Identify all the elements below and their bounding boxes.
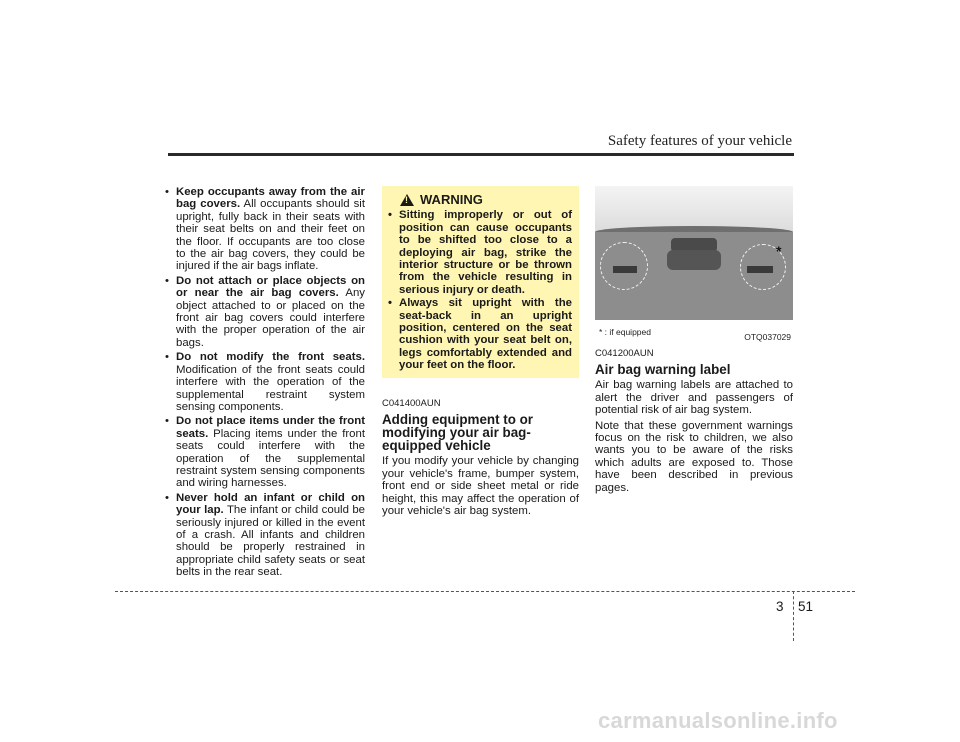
warning-item: • Sitting improperly or out of position can cause occupants to be shifted too close to a deploying air bag, strike the interior structure or be thrown from the vehicle resulting in serious injury or death. xyxy=(388,209,572,296)
warning-box xyxy=(382,186,579,378)
page-number: 51 xyxy=(798,599,814,614)
bullet-lead: Never hold an infant or child on your lap. xyxy=(176,491,365,517)
airbag-label-photo xyxy=(595,186,793,342)
if-equipped-asterisk: * xyxy=(776,243,782,259)
chapter-number: 3 xyxy=(776,599,784,614)
bullet-text: Modification of the front seats could interfere with the operation of the supplemental restraint system sensing components. xyxy=(176,363,365,413)
bullet-item xyxy=(165,186,365,273)
watermark: carmanualsonline.info xyxy=(598,708,838,733)
bullet-item xyxy=(165,492,365,579)
left-column xyxy=(165,186,365,581)
rearview-mirror xyxy=(667,250,721,270)
section-paragraph: Note that these government warnings focus on the risk to children, we also wants you to be aware of the risks which adults are exposed to. Those have been described in previous pages. xyxy=(595,419,793,494)
bullet-item xyxy=(165,415,365,489)
section-body: If you modify your vehicle by changing your vehicle's frame, bumper system, front end or side sheet metal or ride height, this may affect the operation of your vehicle's air bag system. xyxy=(382,455,579,518)
section-title: Adding equipment to or modifying your air bag-equipped vehicle xyxy=(382,412,533,454)
bullet-text: Any object attached to or placed on the front air bag covers could interfere with the proper operation of the air bags. xyxy=(176,287,365,349)
section-code: C041200AUN xyxy=(595,348,654,359)
bullet-item xyxy=(165,275,365,349)
photo-id: OTQ037029 xyxy=(744,332,791,342)
section-code: C041400AUN xyxy=(382,398,441,409)
bullet-lead: Do not place items under the front seats. xyxy=(176,415,365,440)
bullet-text: All occupants should sit upright, fully back in their seats with their seat belts on and their feet on the floor. If occupants are too close to the air bag covers, they could be injured if the air bags inflate. xyxy=(176,198,365,273)
warning-list xyxy=(388,209,572,371)
footer-divider xyxy=(793,591,794,641)
footer-rule xyxy=(115,591,855,592)
bullet-text: Placing items under the front seats could interfere with the operation of the supplemental restraint system sensing components and wiring harnesses. xyxy=(176,427,365,490)
bullet-text: The infant or child could be seriously injured or killed in the event of a crash. All infants and children should be properly restrained in appropriate child safety seats or seat belts in the rear seat. xyxy=(176,504,365,579)
middle-column xyxy=(382,186,579,520)
right-column xyxy=(595,186,793,497)
warning-item: • Always sit upright with the seat-back in an upright position, centered on the seat cushion with your seat belt on, legs comfortably extended and your feet on the floor. xyxy=(388,297,572,371)
section-paragraph: Air bag warning labels are attached to alert the driver and passengers of potential risk of air bag system. xyxy=(595,379,793,417)
warning-title: WARNING xyxy=(420,192,483,207)
bullet-item xyxy=(165,351,365,413)
bullet-lead: Do not modify the front seats. xyxy=(176,351,365,364)
bullet-lead: Keep occupants away from the air bag covers. xyxy=(176,186,365,211)
running-header: Safety features of your vehicle xyxy=(607,133,792,149)
header-rule xyxy=(168,153,794,156)
section-title: Air bag warning label xyxy=(595,362,731,378)
safety-bullet-list xyxy=(165,186,365,579)
warning-header xyxy=(400,194,572,206)
warning-triangle-icon xyxy=(400,194,414,206)
bullet-lead: Do not attach or place objects on or near the air bag covers. xyxy=(176,274,365,300)
photo-note: * : if equipped xyxy=(599,327,651,337)
label-highlight-left xyxy=(600,242,648,290)
